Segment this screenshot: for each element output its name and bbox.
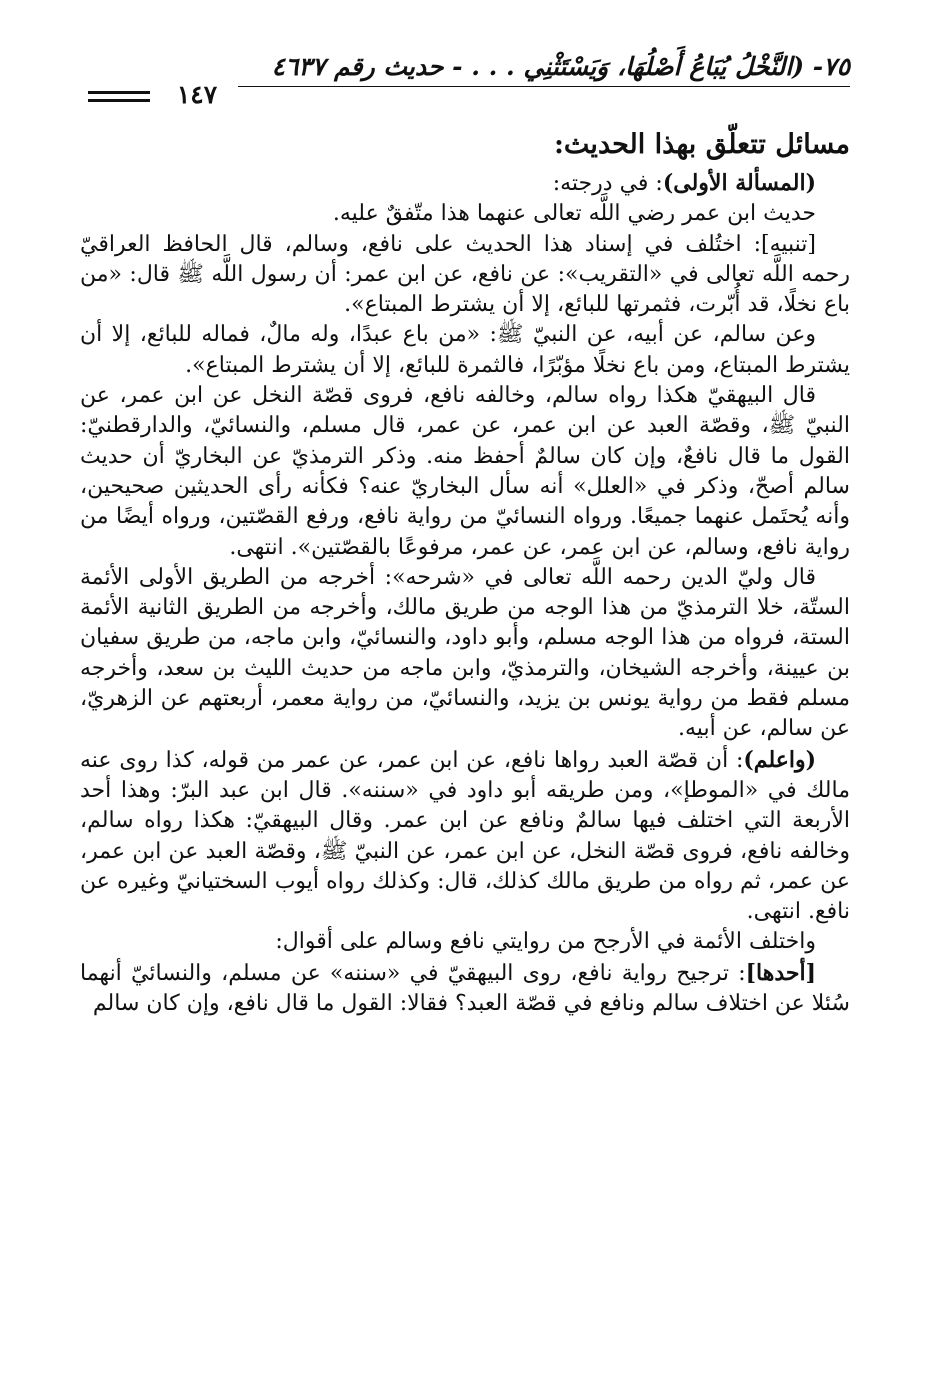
paragraph-imams-disagreement	[80, 927, 850, 957]
page-body	[80, 122, 850, 1019]
paragraph-grading	[80, 199, 850, 229]
paragraph-note	[80, 230, 850, 321]
paragraph-salim-narration	[80, 320, 850, 381]
paragraph-text: [تنبيه]: اختُلف في إسناد هذا الحديث على نافع، وسالم، قال الحافظ العراقيّ رحمه اللَّه تعالى في «التقريب»: عن نافع، عن ابن عمر: أن رسول اللَّه ﷺ قال: «من باع نخلًا، قد أُبّرت، فثمرتها للبائع، إلا أن يشترط المبتاع».	[80, 231, 850, 318]
page-number-rule-bottom	[88, 99, 150, 102]
paragraph-know	[80, 745, 850, 928]
paragraph-text: : في درجته:	[552, 171, 663, 196]
running-header-title: ٧٥- (النَّخْلُ يُبَاعُ أَصْلُهَا، وَيَسْتَثْنِي . . . - حديث رقم ٤٦٣٧	[271, 52, 850, 81]
paragraph-text: : ترجيح رواية نافع، روى البيهقيّ في «سننه» عن مسلم، والنسائيّ أنهما سُئلا عن اختلاف سالم ونافع في قصّة العبد؟ فقالا: القول ما قال نافع، وإن كان سالم	[80, 960, 850, 1017]
section-heading: مسائل تتعلّق بهذا الحديث:	[553, 129, 850, 160]
paragraph-text: قال البيهقيّ هكذا رواه سالم، وخالفه نافع، فروى قصّة النخل عن ابن عمر، عن النبيّ ﷺ، وقصّة العبد عن ابن عمر، عن عمر، قال مسلم، والنسائيّ، والدارقطنيّ: القول ما قال نافعٌ، وإن كان سالمٌ أحفظ منه. وذكر الترمذيّ عن البخاريّ أن حديث سالم أصحّ، وذكر في «العلل» أنه سأل البخاريّ عنه؟ فكأنه رأى الحديثين صحيحين، وأنه يُحتَمل عنهما جميعًا. ورواه النسائيّ من رواية نافع، ورفع القصّتين، ورواه أيضًا من رواية نافع، وسالم، عن ابن عمر، عن عمر، مرفوعًا بالقصّتين». انتهى.	[80, 383, 850, 560]
paragraph-waliyy-al-din	[80, 563, 850, 745]
page-number-rule-top	[88, 91, 150, 94]
paragraph-text: قال وليّ الدين رحمه اللَّه تعالى في «شرحه»: أخرجه من الطريق الأولى الأئمة الستّة، خلا الترمذيّ من هذا الوجه من طريق مالك، وأخرجه من الطريق الثانية الأئمة الستة، فرواه من هذا الوجه مسلم، وأبو داود، والنسائيّ، وابن ماجه، من طريق سفيان بن عيينة، وأخرجه الشيخان، والترمذيّ، وابن ماجه من حديث الليث بن سعد، وأخرجه مسلم فقط من رواية يونس بن يزيد، والنسائيّ، من رواية معمر، أربعتهم عن الزهريّ، عن سالم، عن أبيه.	[80, 564, 850, 742]
paragraph-first-issue	[80, 168, 850, 199]
paragraph-text: وعن سالم، عن أبيه، عن النبيّ ﷺ: «من باع عبدًا، وله مالٌ، فماله للبائع، إلا أن يشترط المبتاع، ومن باع نخلًا مؤبّرًا، فالثمرة للبائع، إلا أن يشترط المبتاع».	[80, 322, 850, 378]
header-rule	[238, 86, 850, 87]
paragraph-text: حديث ابن عمر رضي اللَّه تعالى عنهما هذا متّفقٌ عليه.	[332, 201, 816, 227]
page-number: ١٤٧	[176, 80, 218, 109]
paragraph-lead: [أحدها]	[745, 959, 816, 986]
paragraph-text: : أن قصّة العبد رواها نافع، عن ابن عمر، عن عمر من قوله، كذا روى عنه مالك في «الموطإ»، ومن طريقه أبو داود في «سننه». قال ابن عبد البرّ: وهذا أحد الأربعة التي اختلف فيها سالمٌ ونافع عن ابن عمر. وقال البيهقيّ: هكذا رواه سالم، وخالفه نافع، فروى قصّة النخل، عن ابن عمر، عن النبيّ ﷺ، وقصّة العبد عن ابن عمر، عن عمر، ثم رواه من طريق مالك كذلك، قال: وكذلك رواه أيوب السختيانيّ وغيره عن نافع. انتهى.	[80, 747, 850, 925]
paragraph-lead: (المسألة الأولى)	[662, 170, 816, 196]
paragraph-bayhaqi	[80, 381, 850, 563]
paragraph-first-opinion	[80, 958, 850, 1020]
paragraph-lead: (واعلم)	[743, 746, 816, 773]
paragraph-text: واختلف الأئمة في الأرجح من روايتي نافع وسالم على أقوال:	[275, 929, 816, 955]
